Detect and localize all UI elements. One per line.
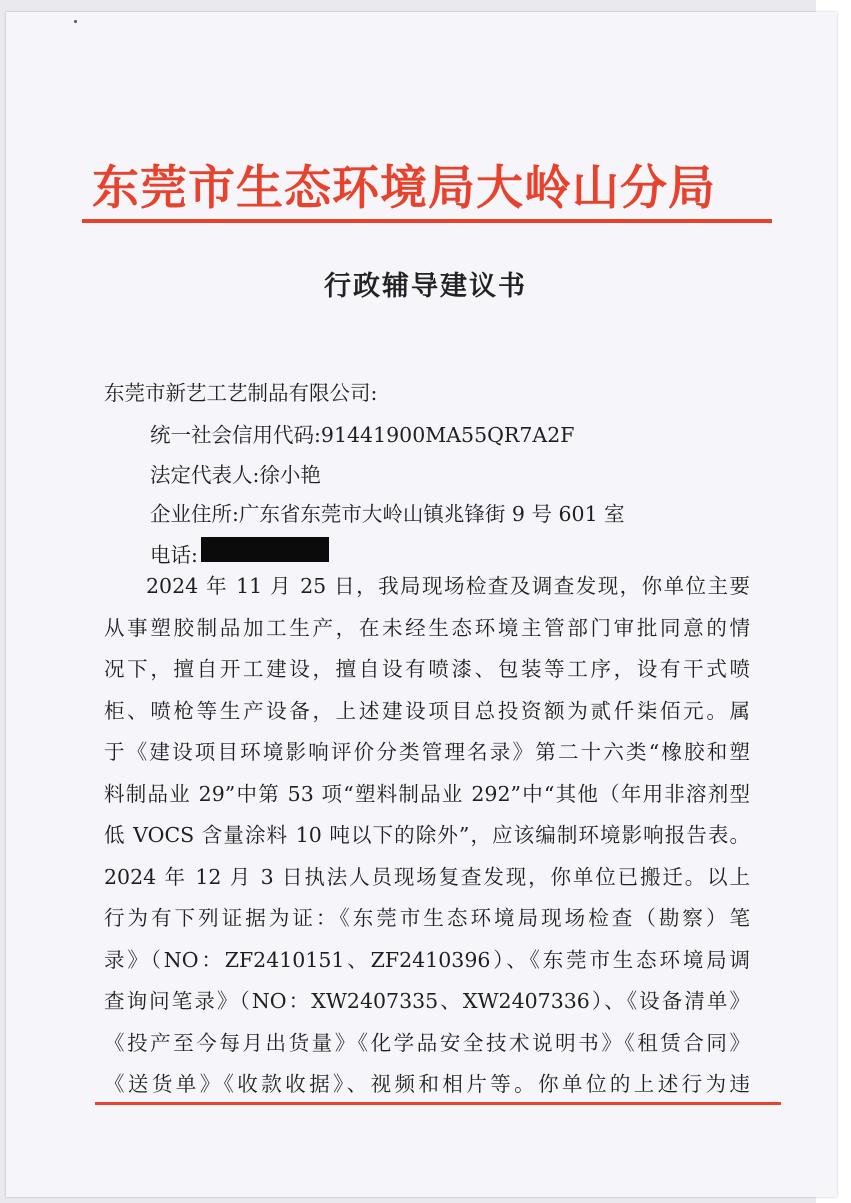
body-paragraph [104,566,750,1106]
body-line: 2024 年 12 月 3 日执法人员现场复查发现，你单位已搬迁。以上 [104,864,750,889]
body-line: 柜、喷枪等生产设备，上述建设项目总投资额为贰仟柒佰元。属 [104,698,750,723]
body-line: 《送货单》《收款收据》、视频和相片等。你单位的上述行为违 [104,1072,750,1096]
address-line: 企业住所:广东省东莞市大岭山镇兆锋街 9 号 601 室 [150,502,625,526]
body-line: 低 VOCS 含量涂料 10 吨以下的除外”，应该编制环境影响报告表。 [104,823,750,847]
body-line: 录》（NO：ZF2410151、ZF2410396）、《东莞市生态环境局调 [104,947,750,972]
document-title: 行政辅导建议书 [324,271,527,302]
body-line: 查询问笔录》（NO：XW2407335、XW2407336）、《设备清单》 [104,989,750,1013]
credit-code-line: 统一社会信用代码:91441900MA55QR7A2F [150,423,575,447]
letterhead-red-rule [82,219,772,223]
body-line: 《投产至今每月出货量》《化学品安全技术说明书》《租赁合同》 [104,1030,750,1055]
phone-label: 电话: [150,543,198,567]
redaction-box [201,537,329,562]
footer-red-rule [95,1102,781,1105]
body-line: 况下，擅自开工建设，擅自设有喷漆、包装等工序，设有干式喷 [104,657,750,681]
body-line: 行为有下列证据为证：《东莞市生态环境局现场检查（勘察）笔 [104,906,750,930]
legal-representative-line: 法定代表人:徐小艳 [150,463,321,487]
body-line: 于《建设项目环境影响评价分类管理名录》第二十六类“橡胶和塑 [104,740,750,764]
body-line: 料制品业 29”中第 53 项“塑料制品业 292”中“其他（年用非溶剂型 [104,781,750,806]
body-line: 2024 年 11 月 25 日，我局现场检查及调查发现，你单位主要 [146,574,750,598]
scan-speck [74,20,77,23]
recipient-line: 东莞市新艺工艺制品有限公司: [104,381,378,405]
letterhead-title: 东莞市生态环境局大岭山分局 [92,161,716,216]
body-line: 从事塑胶制品加工生产，在未经生态环境主管部门审批同意的情 [104,615,750,640]
